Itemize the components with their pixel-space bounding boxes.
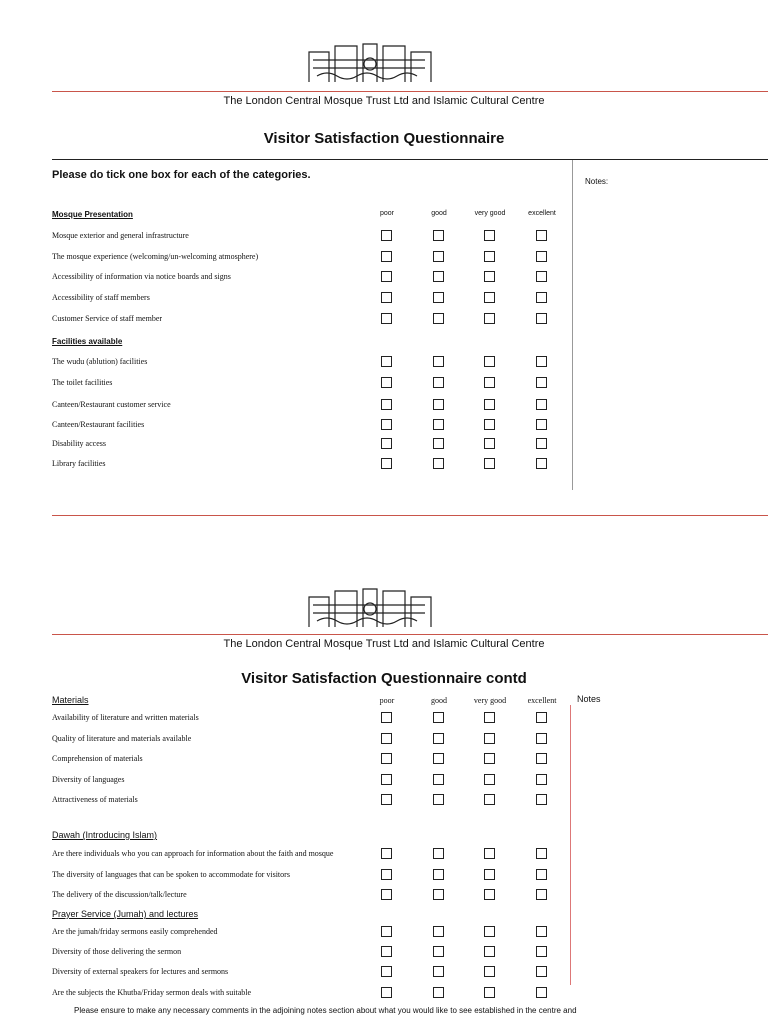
checkbox-good[interactable]: [433, 377, 444, 388]
mosque-logo: [305, 40, 435, 84]
mosque-logo: [305, 585, 435, 629]
column-header-poor: poor: [379, 696, 395, 705]
checkbox-excellent[interactable]: [536, 251, 547, 262]
question-label: Disability access: [52, 439, 106, 448]
question-label: Canteen/Restaurant customer service: [52, 400, 171, 409]
checkbox-very-good[interactable]: [484, 356, 495, 367]
checkbox-excellent[interactable]: [536, 458, 547, 469]
checkbox-very-good[interactable]: [484, 271, 495, 282]
column-header-good: good: [431, 696, 447, 705]
question-label: Customer Service of staff member: [52, 314, 163, 323]
checkbox-excellent[interactable]: [536, 926, 547, 937]
checkbox-good[interactable]: [433, 230, 444, 241]
question-label: Mosque exterior and general infrastructure: [52, 231, 189, 240]
checkbox-very-good[interactable]: [484, 753, 495, 764]
checkbox-excellent[interactable]: [536, 869, 547, 880]
checkbox-poor[interactable]: [381, 733, 392, 744]
question-label: Library facilities: [52, 459, 106, 468]
question-label: The mosque experience (welcoming/un-welcoming atmosphere): [52, 252, 259, 261]
question-label: The toilet facilities: [52, 378, 113, 387]
checkbox-excellent[interactable]: [536, 292, 547, 303]
checkbox-poor[interactable]: [381, 292, 392, 303]
checkbox-excellent[interactable]: [536, 271, 547, 282]
notes-label: Notes:: [585, 177, 609, 186]
checkbox-very-good[interactable]: [484, 869, 495, 880]
checkbox-very-good[interactable]: [484, 733, 495, 744]
checkbox-very-good[interactable]: [484, 419, 495, 430]
checkbox-poor[interactable]: [381, 889, 392, 900]
checkbox-poor[interactable]: [381, 356, 392, 367]
question-label: Quality of literature and materials available: [52, 734, 192, 743]
checkbox-poor[interactable]: [381, 966, 392, 977]
checkbox-good[interactable]: [433, 271, 444, 282]
page-end-divider: [52, 515, 768, 516]
question-label: The diversity of languages that can be spoken to accommodate for visitors: [52, 870, 290, 879]
checkbox-good[interactable]: [433, 399, 444, 410]
question-label: Are the subjects the Khutba/Friday sermon deals with suitable: [52, 988, 252, 997]
checkbox-good[interactable]: [433, 712, 444, 723]
checkbox-very-good[interactable]: [484, 377, 495, 388]
notes-label: Notes: [577, 694, 601, 704]
question-label: Canteen/Restaurant facilities: [52, 420, 145, 429]
checkbox-good[interactable]: [433, 869, 444, 880]
column-header-very-good: very good: [474, 210, 506, 217]
question-label: Comprehension of materials: [52, 754, 143, 763]
page-title: Visitor Satisfaction Questionnaire: [263, 130, 505, 147]
checkbox-poor[interactable]: [381, 251, 392, 262]
column-header-very-good: very good: [473, 696, 507, 705]
checkbox-excellent[interactable]: [536, 774, 547, 785]
question-label: The delivery of the discussion/talk/lecture: [52, 890, 187, 899]
checkbox-good[interactable]: [433, 419, 444, 430]
header-divider: [52, 91, 768, 92]
checkbox-excellent[interactable]: [536, 377, 547, 388]
question-label: Accessibility of information via notice boards and signs: [52, 272, 231, 281]
checkbox-good[interactable]: [433, 356, 444, 367]
section-heading: Mosque Presentation: [52, 210, 133, 219]
checkbox-very-good[interactable]: [484, 987, 495, 998]
checkbox-very-good[interactable]: [484, 774, 495, 785]
checkbox-poor[interactable]: [381, 774, 392, 785]
footer-note: Please ensure to make any necessary comments in the adjoining notes section about what you would like to see established in the centre and: [74, 1006, 577, 1015]
checkbox-good[interactable]: [433, 774, 444, 785]
checkbox-good[interactable]: [433, 946, 444, 957]
question-label: Diversity of those delivering the sermon: [52, 947, 182, 956]
question-label: Are there individuals who you can approach for information about the faith and mosque: [52, 849, 334, 858]
checkbox-very-good[interactable]: [484, 926, 495, 937]
checkbox-poor[interactable]: [381, 869, 392, 880]
checkbox-excellent[interactable]: [536, 419, 547, 430]
checkbox-excellent[interactable]: [536, 733, 547, 744]
section-heading: Dawah (Introducing Islam): [52, 830, 158, 840]
org-name: The London Central Mosque Trust Ltd and Islamic Cultural Centre: [223, 95, 545, 107]
question-label: Diversity of languages: [52, 775, 125, 784]
checkbox-good[interactable]: [433, 926, 444, 937]
page-title: Visitor Satisfaction Questionnaire contd: [241, 670, 527, 687]
checkbox-poor[interactable]: [381, 271, 392, 282]
checkbox-poor[interactable]: [381, 458, 392, 469]
checkbox-poor[interactable]: [381, 230, 392, 241]
checkbox-very-good[interactable]: [484, 946, 495, 957]
column-header-good: good: [431, 210, 447, 217]
question-label: Availability of literature and written materials: [52, 713, 199, 722]
checkbox-good[interactable]: [433, 966, 444, 977]
checkbox-poor[interactable]: [381, 753, 392, 764]
checkbox-very-good[interactable]: [484, 966, 495, 977]
checkbox-good[interactable]: [433, 458, 444, 469]
checkbox-poor[interactable]: [381, 399, 392, 410]
checkbox-very-good[interactable]: [484, 458, 495, 469]
checkbox-good[interactable]: [433, 889, 444, 900]
question-label: Are the jumah/friday sermons easily comprehended: [52, 927, 218, 936]
checkbox-excellent[interactable]: [536, 399, 547, 410]
checkbox-poor[interactable]: [381, 419, 392, 430]
checkbox-good[interactable]: [433, 438, 444, 449]
question-label: Accessibility of staff members: [52, 293, 150, 302]
checkbox-good[interactable]: [433, 292, 444, 303]
column-header-excellent: excellent: [528, 210, 556, 217]
checkbox-very-good[interactable]: [484, 889, 495, 900]
checkbox-excellent[interactable]: [536, 753, 547, 764]
checkbox-poor[interactable]: [381, 438, 392, 449]
notes-divider: [570, 705, 571, 985]
checkbox-poor[interactable]: [381, 987, 392, 998]
checkbox-poor[interactable]: [381, 926, 392, 937]
checkbox-poor[interactable]: [381, 946, 392, 957]
org-name: The London Central Mosque Trust Ltd and Islamic Cultural Centre: [223, 638, 545, 650]
header-divider: [52, 634, 768, 635]
checkbox-poor[interactable]: [381, 848, 392, 859]
checkbox-good[interactable]: [433, 987, 444, 998]
checkbox-very-good[interactable]: [484, 313, 495, 324]
notes-divider: [572, 160, 573, 490]
checkbox-good[interactable]: [433, 794, 444, 805]
checkbox-very-good[interactable]: [484, 712, 495, 723]
checkbox-excellent[interactable]: [536, 889, 547, 900]
checkbox-excellent[interactable]: [536, 987, 547, 998]
checkbox-excellent[interactable]: [536, 230, 547, 241]
instruction-text: Please do tick one box for each of the categories.: [52, 169, 311, 181]
checkbox-good[interactable]: [433, 313, 444, 324]
section-heading: Materials: [52, 695, 89, 705]
checkbox-very-good[interactable]: [484, 794, 495, 805]
checkbox-good[interactable]: [433, 848, 444, 859]
section-heading: Facilities available: [52, 337, 123, 346]
checkbox-very-good[interactable]: [484, 399, 495, 410]
section-heading: Prayer Service (Jumah) and lectures: [52, 909, 199, 919]
checkbox-poor[interactable]: [381, 377, 392, 388]
checkbox-excellent[interactable]: [536, 356, 547, 367]
checkbox-poor[interactable]: [381, 712, 392, 723]
checkbox-excellent[interactable]: [536, 313, 547, 324]
checkbox-very-good[interactable]: [484, 251, 495, 262]
column-header-excellent: excellent: [527, 696, 557, 705]
checkbox-excellent[interactable]: [536, 848, 547, 859]
checkbox-good[interactable]: [433, 251, 444, 262]
column-header-poor: poor: [379, 210, 394, 217]
checkbox-very-good[interactable]: [484, 292, 495, 303]
checkbox-excellent[interactable]: [536, 946, 547, 957]
checkbox-excellent[interactable]: [536, 712, 547, 723]
checkbox-very-good[interactable]: [484, 230, 495, 241]
checkbox-poor[interactable]: [381, 313, 392, 324]
checkbox-excellent[interactable]: [536, 438, 547, 449]
question-label: The wudu (ablution) facilities: [52, 357, 148, 366]
question-label: Diversity of external speakers for lectures and sermons: [52, 967, 229, 976]
checkbox-excellent[interactable]: [536, 966, 547, 977]
title-divider: [52, 159, 768, 160]
checkbox-poor[interactable]: [381, 794, 392, 805]
question-label: Attractiveness of materials: [52, 795, 138, 804]
checkbox-very-good[interactable]: [484, 438, 495, 449]
checkbox-very-good[interactable]: [484, 848, 495, 859]
checkbox-excellent[interactable]: [536, 794, 547, 805]
checkbox-good[interactable]: [433, 753, 444, 764]
checkbox-good[interactable]: [433, 733, 444, 744]
